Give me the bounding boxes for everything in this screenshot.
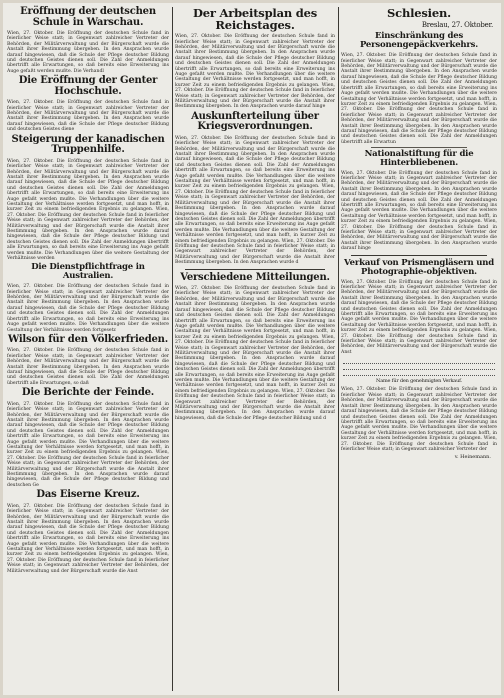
article-text: Wien, 27. Oktober. Die Eröffnung der deutschen Schule fand in feierlicher Weise statt; in Gegenwart zahlreicher Vertreter der Behörden, der Militärverwaltung und der Bürgerschaft wurde die Anstalt ihrer Bestimmung übergeben. In den Ansprachen wurde darauf hingewiesen, daß die Schule der Pflege deutscher Bildung und deutschen Geistes dienen soll. Die Zahl der Anmeldungen übertrifft alle Erwartungen, so daß bereits eine Erweiterung ins Auge gefaßt werden mußte. Die Verhandlungen über die weitere Gestaltung der Verhältnisse werden fortgesetzt, und man hofft, in kurzer Zeit zu einem befriedigenden Ergebnis zu gelangen. Wien, 27. Oktober. Die Eröffnung der deutschen Schule fand in feierlicher Weise statt; in Gegenwart zahlreicher Vertreter der Behörden, der Militärverwaltung und der Bürgerschaft wurde die Anstalt ihrer Bestimmung übergeben. In den Ansprachen wurde darauf hinge bbox=[175, 34, 335, 110]
headline: Die Berichte der Feinde. bbox=[21, 387, 155, 399]
article-text: Wien, 27. Oktober. Die Eröffnung der deutschen Schule fand in feierlicher Weise statt; in Gegenwart zahlreicher Vertreter der Behörden, der Militärverwaltung und der Bürgerschaft wurde die Anstalt ihrer Bestimmung übergeben. In den Ansprachen wurde darauf hingewiesen, daß die Schule der Pflege deutscher Bildung und deutschen Geistes dienen soll. Die Zahl der Anmeldungen übertrifft alle Erwartungen, so daß bereits eine Erweiterung ins Auge gefaßt werden mußte. Die Verhandlungen über die weitere Gestaltung der Verhältnisse werden fortgesetzt, und man hofft, in kurzer Zeit zu einem befriedigenden Ergebnis zu gelangen. Wien, 27. Oktober. Die Eröffnung der deutschen Schule fand in feierlicher Weise statt; in Gegenwart zahlreicher Vertreter der Behörden, der Militärverwaltung und der Bürgerschaft wurde die Anstalt ihrer Bestimmung übergeben. In den Ansprachen wurde darauf hingewiesen, daß die Schule der Pflege deutscher Bildung und deutschen Ge bbox=[7, 401, 169, 488]
divider bbox=[371, 147, 467, 148]
headline: Der Arbeitsplan des Reichstages. bbox=[192, 6, 318, 33]
article-text: Wien, 27. Oktober. Die Eröffnung der deutschen Schule fand in feierlicher Weise statt; in Gegenwart zahlreicher Vertreter der Behörden, der Militärverwaltung und der Bürgerschaft wurde die Anstalt ihrer Bestimmung übergeben. In den Ansprachen wurde darauf hingewiesen, daß die Schule der Pflege deutscher Bildung und deutschen Geistes dienen soll. Die Zahl der Anmeldungen übertrifft alle Erwartungen, so daß bereits eine Erweiterung ins Auge gefaßt werden mußte. Die Verhandlungen über die weitere Gestaltung der Verhältnisse werden fortgesetzt, und man hofft, in kurzer Zeit zu einem befriedigenden Ergebnis zu gelangen. Wien, 27. Oktober. Die Eröffnung der deutschen Schule fand in feierlicher Weise statt; in Gegenwart zahlreicher Vertreter der Behörden, der Militärverwaltung und der Bürgerschaft wurde die Anstalt ihrer Bestimmung übergeben. In den Ansprachen wurde darauf hingewiesen, daß die Schule der Pflege deutscher Bildung und deutschen Geistes dienen soll. Die Zahl der Anmeldungen übertrifft alle Erwartungen, so daß bereits eine Erweiterung ins Auge gefaßt werden mußte. Die Verhandlungen über die weitere Gestaltung der Verhältnisse werden fortgesetzt, und man hofft, in kurzer Zeit zu einem befriedigenden Ergebnis zu gelangen. Wien, 27. Oktober. Die Eröffnung der deutschen Schule fand in feierlicher Weise statt; in Gegenwart zahlreicher Vertreter der Behörden, der Militärverwaltung und der Bürgerschaft wurde die Anstalt ihrer Bestimmung übergeben. In den Ansprachen wurde darauf hingewiesen, daß die Schule der Pflege deutscher Bildung und d bbox=[175, 286, 335, 421]
dateline: Breslau, 27. Oktober. bbox=[421, 21, 493, 30]
headline: Steigerung der kanadischen Truppenhilfe. bbox=[11, 133, 165, 156]
article-text: Wien, 27. Oktober. Die Eröffnung der deutschen Schule fand in feierlicher Weise statt; in Gegenwart zahlreicher Vertreter der Behörden, der Militärverwaltung und der Bürgerschaft wurde die Anstalt ihrer Bestimmung übergeben. In den Ansprachen wurde darauf hingewiesen, daß die Schule der Pflege deutscher Bildung und deutschen Geistes dienen soll. Die Zahl der Anmeldungen übertrifft alle Erwartungen, so daß bbox=[7, 348, 169, 386]
headline: Nationalstiftung für die Hinterbliebenen. bbox=[364, 148, 474, 168]
article-text: Wien, 27. Oktober. Die Eröffnung der deutschen Schule fand in feierlicher Weise statt; in Gegenwart zahlreicher Vertreter der Behörden, der Militärverwaltung und der Bürgerschaft wurde die Anstalt ihrer Bestimmung übergeben. In den Ansprachen wurde darauf hingewiesen, daß die Schule der Pflege deutscher Bildung und deutschen Geistes dienen soll. Die Zahl der Anmeldungen übertrifft alle Erwartungen, so daß bereits eine Erweiterung ins Auge gefaßt werden mußte. Die Verhandlungen über die weitere Gestaltung der Verhältnisse werden fortgesetzt, und man hofft, in kurzer Zeit zu einem befriedigenden Ergebnis zu gelangen. Wien, 27. Oktober. Die Eröffnung der deutschen Schule fand in feierlicher Weise statt; in Gegenwart zahlreicher Vertreter der Behörden, der Militärverwaltung und der Bürgerschaft wurde die Anstalt ihrer Bestimmung übergeben. In den Ansprachen wurde darauf hingewiesen, daß die Schule der Pflege deutscher Bildung und deutschen Geistes dienen soll. Die Zahl der Anmeldungen übertrifft alle Erwartungen, so daß bereits eine Erweiterung ins Auge gefaßt werden mußte. Die Verhandlungen über die weitere Gestaltung der Verhältnisse werden fortgesetzt, und man hofft, in kurzer Zeit zu einem befriedigenden Ergebnis zu gelangen. Wien, 27. Oktober. Die Eröffnung der deutschen Schule fand in feierlicher Weise statt; in Gegenwart zahlreicher Vertreter der Behörden, der Militärverwaltung und der Bürgerschaft wurde die Anstalt ihrer Bestimmung übergeben. In den Ansprachen wurde d bbox=[175, 135, 335, 266]
article-text: Wien, 27. Oktober. Die Eröffnung der deutschen Schule fand in feierlicher Weise statt; in Gegenwart zahlreicher Vertreter der Behörden, der Militärverwaltung und der Bürgerschaft wurde die Anstalt ihrer Bestimmung übergeben. In den Ansprachen wurde darauf hingewiesen, daß die Schule der Pflege deutscher Bildung und deutschen Geistes dienen soll. Die Zahl der Anmeldungen übertrifft alle Erwartungen, so daß bereits eine Erweiterung ins Auge gefaßt werden mußte. Die Verhandlungen über die weitere Gestaltung der Verhältnisse werden fortgesetzt, und man hofft, in kurzer Zeit zu einem befriedigenden Ergebnis zu gelangen. Wien, 27. Oktober. Die Eröffnung der deutschen Schule fand in feierlicher Weise statt; in Gegenwart zahlreicher Vertreter der bbox=[341, 387, 497, 452]
column-2 bbox=[175, 5, 335, 693]
article-text: Wien, 27. Oktober. Die Eröffnung der deutschen Schule fand in feierlicher Weise statt; in Gegenwart zahlreicher Vertreter der Behörden, der Militärverwaltung und der Bürgerschaft wurde die Anstalt ihrer Bestimmung übergeben. In den Ansprachen wurde darauf hingewiesen, daß die Schule der Pflege deutscher Bildung und deutschen Geistes dienen soll. Die Zahl der Anmeldungen übertrifft alle Erwartungen, so daß bereits eine Erweiterung ins Auge gefaßt werden mußte. Die Verhandlungen über die weitere Gestaltung der Verhältnisse werden fortgesetzt, und man hofft, in kurzer Zeit zu einem befriedigenden Ergebnis zu gelangen. Wien, 27. Oktober. Die Eröffnung der deutschen Schule fand in feierlicher Weise statt; in Gegenwart zahlreicher Vertreter der Behörden, der Militärverwaltung und der Bürgerschaft wurde die Anst bbox=[341, 279, 497, 355]
headline: Einschränkung des Personengepäckverkehrs. bbox=[359, 31, 479, 51]
article-text: Wien, 27. Oktober. Die Eröffnung der deutschen Schule fand in feierlicher Weise statt; in Gegenwart zahlreicher Vertreter der Behörden, der Militärverwaltung und der Bürgerschaft wurde die Anstalt ihrer Bestimmung übergeben. In den Ansprachen wurde darauf hingewiesen, daß die Schule der Pflege deutscher Bildung und deutschen Geistes dienen soll. Die Zahl der Anmeldungen übertrifft alle Erwartungen, so daß bereits eine Erweiterung ins Auge gefaßt werden mußte. Die Verhandlungen über die weitere Gestaltung der Verhältnisse werden fortgesetzt, und man hofft, in kurzer Zeit zu einem befriedigenden Ergebnis zu gelangen. Wien, 27. Oktober. Die Eröffnung der deutschen Schule fand in feierlicher Weise statt; in Gegenwart zahlreicher Vertreter der Behörden, der Militärverwaltung und der Bürgerschaft wurde die Anstalt ihrer Bestimmung übergeben. In den Ansprachen wurde darauf hingewiesen, daß die Schule der Pflege deutscher Bildung und deutschen Geistes dienen soll. Die Zahl der Anmeldungen übertrifft alle Erwartun bbox=[341, 53, 497, 145]
signature: v. Heinemann. bbox=[454, 454, 491, 461]
headline: Auskunfterteilung über Kriegsverordnungen. bbox=[191, 110, 319, 133]
column-3 bbox=[341, 5, 497, 693]
article-text: Wien, 27. Oktober. Die Eröffnung der deutschen Schule fand in feierlicher Weise statt; in Gegenwart zahlreicher Vertreter der Behörden, der Militärverwaltung und der Bürgerschaft wurde die Anstalt ihrer Bestimmung übergeben. In den Ansprachen wurde darauf hingewiesen, daß die Schule der Pflege deutscher Bildung und deutschen Geistes diene bbox=[7, 100, 169, 133]
headline: Verkauf von Prismengläsern und Photographie-objektiven. bbox=[344, 257, 494, 277]
article-text: Wien, 27. Oktober. Die Eröffnung der deutschen Schule fand in feierlicher Weise statt; in Gegenwart zahlreicher Vertreter der Behörden, der Militärverwaltung und der Bürgerschaft wurde die Anstalt ihrer Bestimmung übergeben. In den Ansprachen wurde darauf hingewiesen, daß die Schule der Pflege deutscher Bildung und deutschen Geistes dienen soll. Die Zahl der Anmeldungen übertrifft alle Erwartungen, so daß bereits eine Erweiterung ins Auge gefaßt werden mußte. Die Verhandlungen über die weitere Gestaltung der Verhältnisse werden fortgesetz bbox=[7, 284, 169, 333]
divider bbox=[351, 255, 487, 256]
headline: Das Eiserne Kreuz. bbox=[36, 489, 140, 501]
headline: Verschiedene Mitteilungen. bbox=[180, 271, 330, 283]
article-text: Wien, 27. Oktober. Die Eröffnung der deutschen Schule fand in feierlicher Weise statt; in Gegenwart zahlreicher Vertreter der Behörden, der Militärverwaltung und der Bürgerschaft wurde die Anstalt ihrer Bestimmung übergeben. In den Ansprachen wurde darauf hingewiesen, daß die Schule der Pflege deutscher Bildung und deutschen Geistes dienen soll. Die Zahl der Anmeldungen übertrifft alle Erwartungen, so daß bereits eine Erweiterung ins Auge gefaßt werden mußte. Die Verhandlungen über die weitere Gestaltung der Verhältnisse werden fortgesetzt, und man hofft, in kurzer Zeit zu einem befriedigenden Ergebnis zu gelangen. Wien, 27. Oktober. Die Eröffnung der deutschen Schule fand in feierlicher Weise statt; in Gegenwart zahlreicher Vertreter der Behörden, der Militärverwaltung und der Bürgerschaft wurde die Anst bbox=[7, 503, 169, 574]
divider bbox=[185, 269, 325, 270]
column-rule bbox=[338, 7, 339, 691]
article-text: Wien, 27. Oktober. Die Eröffnung der deutschen Schule fand in feierlicher Weise statt; in Gegenwart zahlreicher Vertreter der Behörden, der Militärverwaltung und der Bürgerschaft wurde die Anstalt ihrer Bestimmung übergeben. In den Ansprachen wurde darauf hingewiesen, daß die Schule der Pflege deutscher Bildung und deutschen Geistes dienen soll. Die Zahl der Anmeldungen übertrifft alle Erwartungen, so daß bereits eine Erweiterung ins Auge gefaßt werden mußte. Die Verhandlungen über die weitere Gestaltung der Verhältnisse werden fortgesetzt, und man hofft, in kurzer Zeit zu einem befriedigenden Ergebnis zu gelangen. Wien, 27. Oktober. Die Eröffnung der deutschen Schule fand in feierlicher Weise statt; in Gegenwart zahlreicher Vertreter der Behörden, der Militärverwaltung und der Bürgerschaft wurde die Anstalt ihrer Bestimmung übergeben. In den Ansprachen wurde darauf hingewiesen, daß die Schule der Pflege deutscher Bildung und deutschen Geistes dienen soll. Die Zahl der Anmeldungen übertrifft alle Erwartungen, so daß bereits eine Erweiterung ins Auge gefaßt werden mußte. Die Verhandlungen über die weitere Gestaltung der Verhältnisse werden bbox=[7, 158, 169, 261]
headline: Schlesien. bbox=[387, 6, 451, 20]
headline: Die Dienstpflichtfrage in Australien. bbox=[31, 262, 145, 282]
newspaper-page bbox=[3, 3, 501, 695]
form-caption: Name für den genehmigten Verkauf. bbox=[376, 378, 462, 385]
form-lines bbox=[341, 358, 497, 376]
column-rule bbox=[172, 7, 173, 691]
article-text: Wien, 27. Oktober. Die Eröffnung der deutschen Schule fand in feierlicher Weise statt; in Gegenwart zahlreicher Vertreter der Behörden, der Militärverwaltung und der Bürgerschaft wurde die Anstalt ihrer Bestimmung übergeben. In den Ansprachen wurde darauf hingewiesen, daß die Schule der Pflege deutscher Bildung und deutschen Geistes dienen soll. Die Zahl der Anmeldungen übertrifft alle Erwartungen, so daß bereits eine Erweiterung ins Auge gefaßt werden mußte. Die Verhandl bbox=[7, 31, 169, 74]
column-1 bbox=[7, 5, 169, 693]
headline: Die Eröffnung der Genter Hochschule. bbox=[18, 75, 158, 97]
headline: Wilson für den Völkerfrieden. bbox=[7, 333, 169, 345]
article-text: Wien, 27. Oktober. Die Eröffnung der deutschen Schule fand in feierlicher Weise statt; in Gegenwart zahlreicher Vertreter der Behörden, der Militärverwaltung und der Bürgerschaft wurde die Anstalt ihrer Bestimmung übergeben. In den Ansprachen wurde darauf hingewiesen, daß die Schule der Pflege deutscher Bildung und deutschen Geistes dienen soll. Die Zahl der Anmeldungen übertrifft alle Erwartungen, so daß bereits eine Erweiterung ins Auge gefaßt werden mußte. Die Verhandlungen über die weitere Gestaltung der Verhältnisse werden fortgesetzt, und man hofft, in kurzer Zeit zu einem befriedigenden Ergebnis zu gelangen. Wien, 27. Oktober. Die Eröffnung der deutschen Schule fand in feierlicher Weise statt; in Gegenwart zahlreicher Vertreter der Behörden, der Militärverwaltung und der Bürgerschaft wurde die Anstalt ihrer Bestimmung übergeben. In den Ansprachen wurde darauf hinge bbox=[341, 170, 497, 252]
headline: Eröffnung der deutschen Schule in Warschau. bbox=[20, 6, 156, 28]
